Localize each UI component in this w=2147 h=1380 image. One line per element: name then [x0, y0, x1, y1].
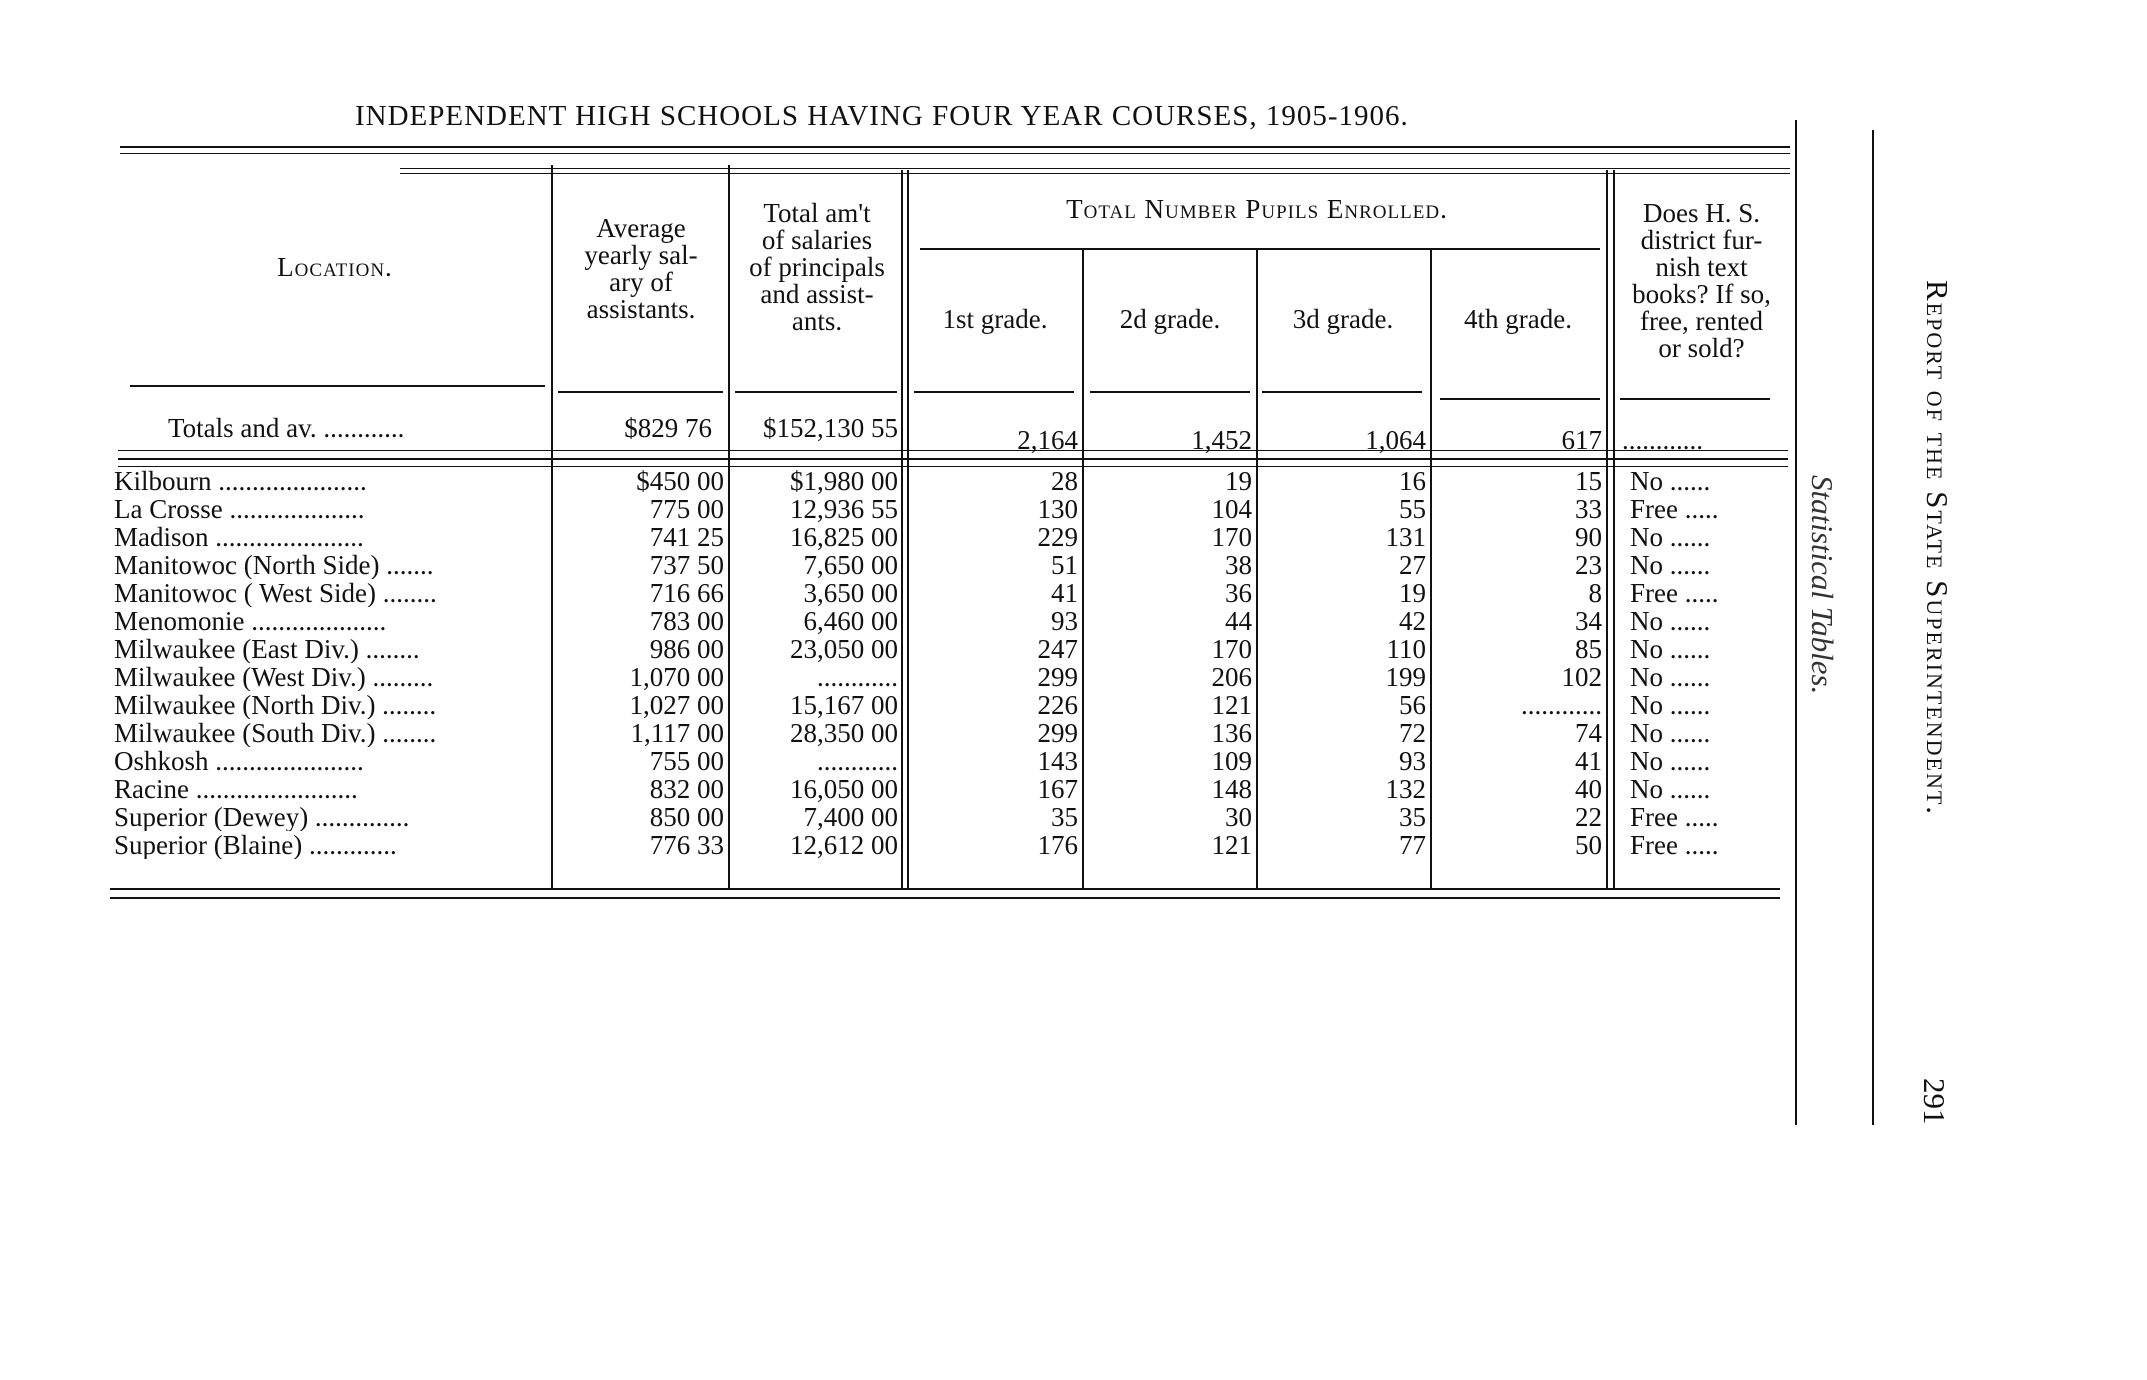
- cell-avg-salary: 716 66: [649, 578, 724, 608]
- table-top-rule-2: [120, 153, 1790, 154]
- totals-avg-salary: $829 76: [624, 413, 712, 443]
- totals-grade-2: 1,452: [1191, 425, 1252, 455]
- col-divider-3b: [907, 170, 909, 888]
- cell-location: Superior (Blaine) .............: [114, 831, 397, 859]
- cell-grade-3: 132: [1385, 774, 1426, 804]
- cell-grade-1: 143: [1037, 746, 1078, 776]
- cell-grade-1: 28: [1051, 466, 1078, 496]
- header-textbooks-line: Does H. S.: [1642, 198, 1760, 228]
- cell-grade-1: 299: [1037, 718, 1078, 748]
- totals-total-salaries: $152,130 55: [763, 413, 898, 443]
- cell-location: Milwaukee (West Div.) .........: [114, 663, 434, 691]
- cell-grade-1: 247: [1037, 634, 1078, 664]
- header-bottom-rule-7: [1440, 398, 1600, 400]
- cell-textbooks: Free .....: [1630, 802, 1719, 832]
- cell-total-salaries: 7,400 00: [803, 802, 898, 832]
- cell-location: La Crosse ....................: [114, 495, 365, 523]
- cell-avg-salary: 755 00: [649, 746, 724, 776]
- table-bottom-rule-2: [110, 897, 1780, 899]
- cell-textbooks: No ......: [1630, 746, 1711, 776]
- page-title: INDEPENDENT HIGH SCHOOLS HAVING FOUR YEAR COURSES, 1905-1906.: [355, 100, 1409, 132]
- cell-grade-2: 170: [1211, 522, 1252, 552]
- cell-avg-salary: 1,027 00: [629, 690, 724, 720]
- cell-total-salaries: 28,350 00: [790, 718, 898, 748]
- cell-total-salaries: 6,460 00: [803, 606, 898, 636]
- cell-avg-salary: 1,070 00: [629, 662, 724, 692]
- header-total-salaries-line: of principals: [749, 252, 885, 282]
- header-location: Location.: [277, 252, 393, 282]
- cell-textbooks: Free .....: [1630, 494, 1719, 524]
- cell-total-salaries: ............: [817, 746, 898, 776]
- header-avg-salary-line: Average: [596, 213, 686, 243]
- cell-avg-salary: $450 00: [636, 466, 724, 496]
- header-textbooks-line: or sold?: [1658, 333, 1745, 363]
- cell-textbooks: No ......: [1630, 522, 1711, 552]
- cell-total-salaries: 12,936 55: [790, 494, 898, 524]
- header-bottom-rule-6: [1262, 391, 1422, 393]
- cell-textbooks: No ......: [1630, 606, 1711, 636]
- cell-grade-3: 55: [1399, 494, 1426, 524]
- cell-total-salaries: 16,050 00: [790, 774, 898, 804]
- header-total-salaries: [732, 200, 902, 335]
- cell-avg-salary: 776 33: [649, 830, 724, 860]
- totals-rule-2: [118, 458, 1788, 460]
- cell-grade-3: 72: [1399, 718, 1426, 748]
- cell-grade-3: 131: [1385, 522, 1426, 552]
- cell-grade-3: 199: [1385, 662, 1426, 692]
- cell-total-salaries: $1,980 00: [790, 466, 898, 496]
- header-total-salaries-line: ants.: [791, 306, 843, 336]
- cell-grade-2: 121: [1211, 690, 1252, 720]
- cell-location: Milwaukee (East Div.) ........: [114, 635, 420, 663]
- cell-total-salaries: 16,825 00: [790, 522, 898, 552]
- cell-avg-salary: 850 00: [649, 802, 724, 832]
- col-divider-5: [1256, 250, 1258, 888]
- cell-grade-1: 226: [1037, 690, 1078, 720]
- col-divider-6: [1430, 250, 1432, 888]
- cell-grade-2: 30: [1225, 802, 1252, 832]
- cell-grade-4: 8: [1588, 578, 1602, 608]
- col-divider-4: [1082, 250, 1084, 888]
- cell-avg-salary: 737 50: [649, 550, 724, 580]
- totals-label: Totals and av. ............: [168, 413, 405, 443]
- cell-total-salaries: 7,650 00: [803, 550, 898, 580]
- cell-total-salaries: 12,612 00: [790, 830, 898, 860]
- header-total-salaries-line: Total am't: [763, 198, 871, 228]
- cell-grade-2: 19: [1225, 466, 1252, 496]
- cell-grade-2: 148: [1211, 774, 1252, 804]
- header-total-salaries-line: and assist-: [760, 279, 874, 309]
- cell-grade-2: 104: [1211, 494, 1252, 524]
- header-bottom-rule-4: [914, 391, 1074, 393]
- table-top-rule-3: [400, 168, 1790, 169]
- totals-grade-1: 2,164: [1017, 425, 1078, 455]
- cell-grade-3: 110: [1386, 634, 1426, 664]
- running-head: Report of the State Superintendent.: [1920, 280, 1955, 817]
- cell-textbooks: No ......: [1630, 774, 1711, 804]
- cell-grade-3: 77: [1399, 830, 1426, 860]
- cell-grade-3: 42: [1399, 606, 1426, 636]
- page-number: 291: [1917, 1078, 1952, 1125]
- cell-grade-2: 109: [1211, 746, 1252, 776]
- cell-location: Oshkosh ......................: [114, 747, 364, 775]
- cell-textbooks: No ......: [1630, 690, 1711, 720]
- cell-textbooks: Free .....: [1630, 830, 1719, 860]
- enrolled-group-rule: [920, 248, 1600, 250]
- table-bottom-rule: [110, 888, 1780, 890]
- cell-grade-4: 85: [1575, 634, 1602, 664]
- cell-grade-2: 206: [1211, 662, 1252, 692]
- cell-grade-1: 130: [1037, 494, 1078, 524]
- cell-location: Manitowoc ( West Side) ........: [114, 579, 437, 607]
- header-avg-salary: [556, 215, 726, 323]
- totals-grade-3: 1,064: [1365, 425, 1426, 455]
- cell-avg-salary: 1,117 00: [630, 718, 724, 748]
- header-bottom-rule-8: [1620, 398, 1770, 400]
- cell-avg-salary: 986 00: [649, 634, 724, 664]
- header-bottom-rule: [130, 385, 545, 387]
- header-grade-4: 4th grade.: [1464, 304, 1572, 334]
- col-divider-2: [728, 165, 730, 888]
- cell-textbooks: No ......: [1630, 466, 1711, 496]
- cell-location: Menomonie ....................: [114, 607, 387, 635]
- cell-location: Manitowoc (North Side) .......: [114, 551, 434, 579]
- totals-grade-4: 617: [1561, 425, 1602, 455]
- header-avg-salary-line: assistants.: [586, 294, 696, 324]
- header-textbooks-line: nish text: [1655, 252, 1748, 282]
- cell-textbooks: No ......: [1630, 634, 1711, 664]
- cell-total-salaries: 15,167 00: [790, 690, 898, 720]
- cell-grade-2: 136: [1211, 718, 1252, 748]
- cell-grade-4: ............: [1521, 690, 1602, 720]
- header-grade-1: 1st grade.: [942, 304, 1048, 334]
- cell-avg-salary: 832 00: [649, 774, 724, 804]
- header-grade-3: 3d grade.: [1292, 304, 1394, 334]
- header-textbooks: [1614, 200, 1789, 362]
- cell-total-salaries: 23,050 00: [790, 634, 898, 664]
- cell-grade-3: 19: [1399, 578, 1426, 608]
- margin-rule-1: [1795, 120, 1797, 1125]
- cell-grade-4: 22: [1575, 802, 1602, 832]
- cell-textbooks: Free .....: [1630, 578, 1719, 608]
- cell-grade-1: 35: [1051, 802, 1078, 832]
- cell-grade-3: 16: [1399, 466, 1426, 496]
- cell-location: Milwaukee (South Div.) ........: [114, 719, 437, 747]
- cell-grade-1: 176: [1037, 830, 1078, 860]
- header-bottom-rule-2: [558, 391, 723, 393]
- cell-grade-2: 170: [1211, 634, 1252, 664]
- cell-location: Kilbourn ......................: [114, 467, 367, 495]
- table-top-rule: [120, 146, 1790, 148]
- table-top-rule-4: [400, 173, 1790, 174]
- cell-location: Madison ......................: [114, 523, 364, 551]
- cell-grade-4: 74: [1575, 718, 1602, 748]
- cell-grade-4: 33: [1575, 494, 1602, 524]
- header-textbooks-line: books? If so,: [1632, 279, 1771, 309]
- cell-avg-salary: 741 25: [649, 522, 724, 552]
- cell-location: Milwaukee (North Div.) ........: [114, 691, 437, 719]
- cell-grade-3: 56: [1399, 690, 1426, 720]
- cell-grade-1: 51: [1051, 550, 1078, 580]
- cell-grade-3: 93: [1399, 746, 1426, 776]
- cell-grade-4: 34: [1575, 606, 1602, 636]
- section-title: Statistical Tables.: [1805, 475, 1840, 695]
- cell-avg-salary: 783 00: [649, 606, 724, 636]
- header-bottom-rule-3: [735, 391, 897, 393]
- cell-grade-4: 15: [1575, 466, 1602, 496]
- header-avg-salary-line: ary of: [609, 267, 673, 297]
- cell-grade-1: 299: [1037, 662, 1078, 692]
- cell-grade-2: 36: [1225, 578, 1252, 608]
- cell-grade-4: 40: [1575, 774, 1602, 804]
- header-grade-2: 2d grade.: [1119, 304, 1221, 334]
- cell-grade-1: 41: [1051, 578, 1078, 608]
- header-textbooks-line: district fur-: [1640, 225, 1763, 255]
- header-avg-salary-line: yearly sal-: [584, 240, 698, 270]
- cell-grade-2: 121: [1211, 830, 1252, 860]
- margin-rule-2: [1872, 130, 1874, 1125]
- cell-grade-1: 229: [1037, 522, 1078, 552]
- header-textbooks-line: free, rented: [1640, 306, 1763, 336]
- cell-location: Racine ........................: [114, 775, 358, 803]
- cell-textbooks: No ......: [1630, 662, 1711, 692]
- cell-grade-4: 23: [1575, 550, 1602, 580]
- cell-grade-2: 44: [1225, 606, 1252, 636]
- header-total-salaries-line: of salaries: [761, 225, 873, 255]
- cell-grade-4: 102: [1561, 662, 1602, 692]
- cell-grade-2: 38: [1225, 550, 1252, 580]
- cell-total-salaries: 3,650 00: [803, 578, 898, 608]
- cell-grade-3: 27: [1399, 550, 1426, 580]
- cell-grade-4: 41: [1575, 746, 1602, 776]
- cell-avg-salary: 775 00: [649, 494, 724, 524]
- totals-textbooks: ............: [1622, 425, 1703, 455]
- cell-grade-3: 35: [1399, 802, 1426, 832]
- col-divider-1: [551, 165, 553, 888]
- cell-grade-4: 50: [1575, 830, 1602, 860]
- header-bottom-rule-5: [1090, 391, 1250, 393]
- cell-textbooks: No ......: [1630, 550, 1711, 580]
- cell-grade-1: 167: [1037, 774, 1078, 804]
- cell-textbooks: No ......: [1630, 718, 1711, 748]
- header-enrolled-group: Total Number Pupils Enrolled.: [1066, 194, 1448, 224]
- cell-total-salaries: ............: [817, 662, 898, 692]
- col-divider-7a: [1606, 170, 1608, 888]
- cell-grade-4: 90: [1575, 522, 1602, 552]
- cell-location: Superior (Dewey) ..............: [114, 803, 410, 831]
- cell-grade-1: 93: [1051, 606, 1078, 636]
